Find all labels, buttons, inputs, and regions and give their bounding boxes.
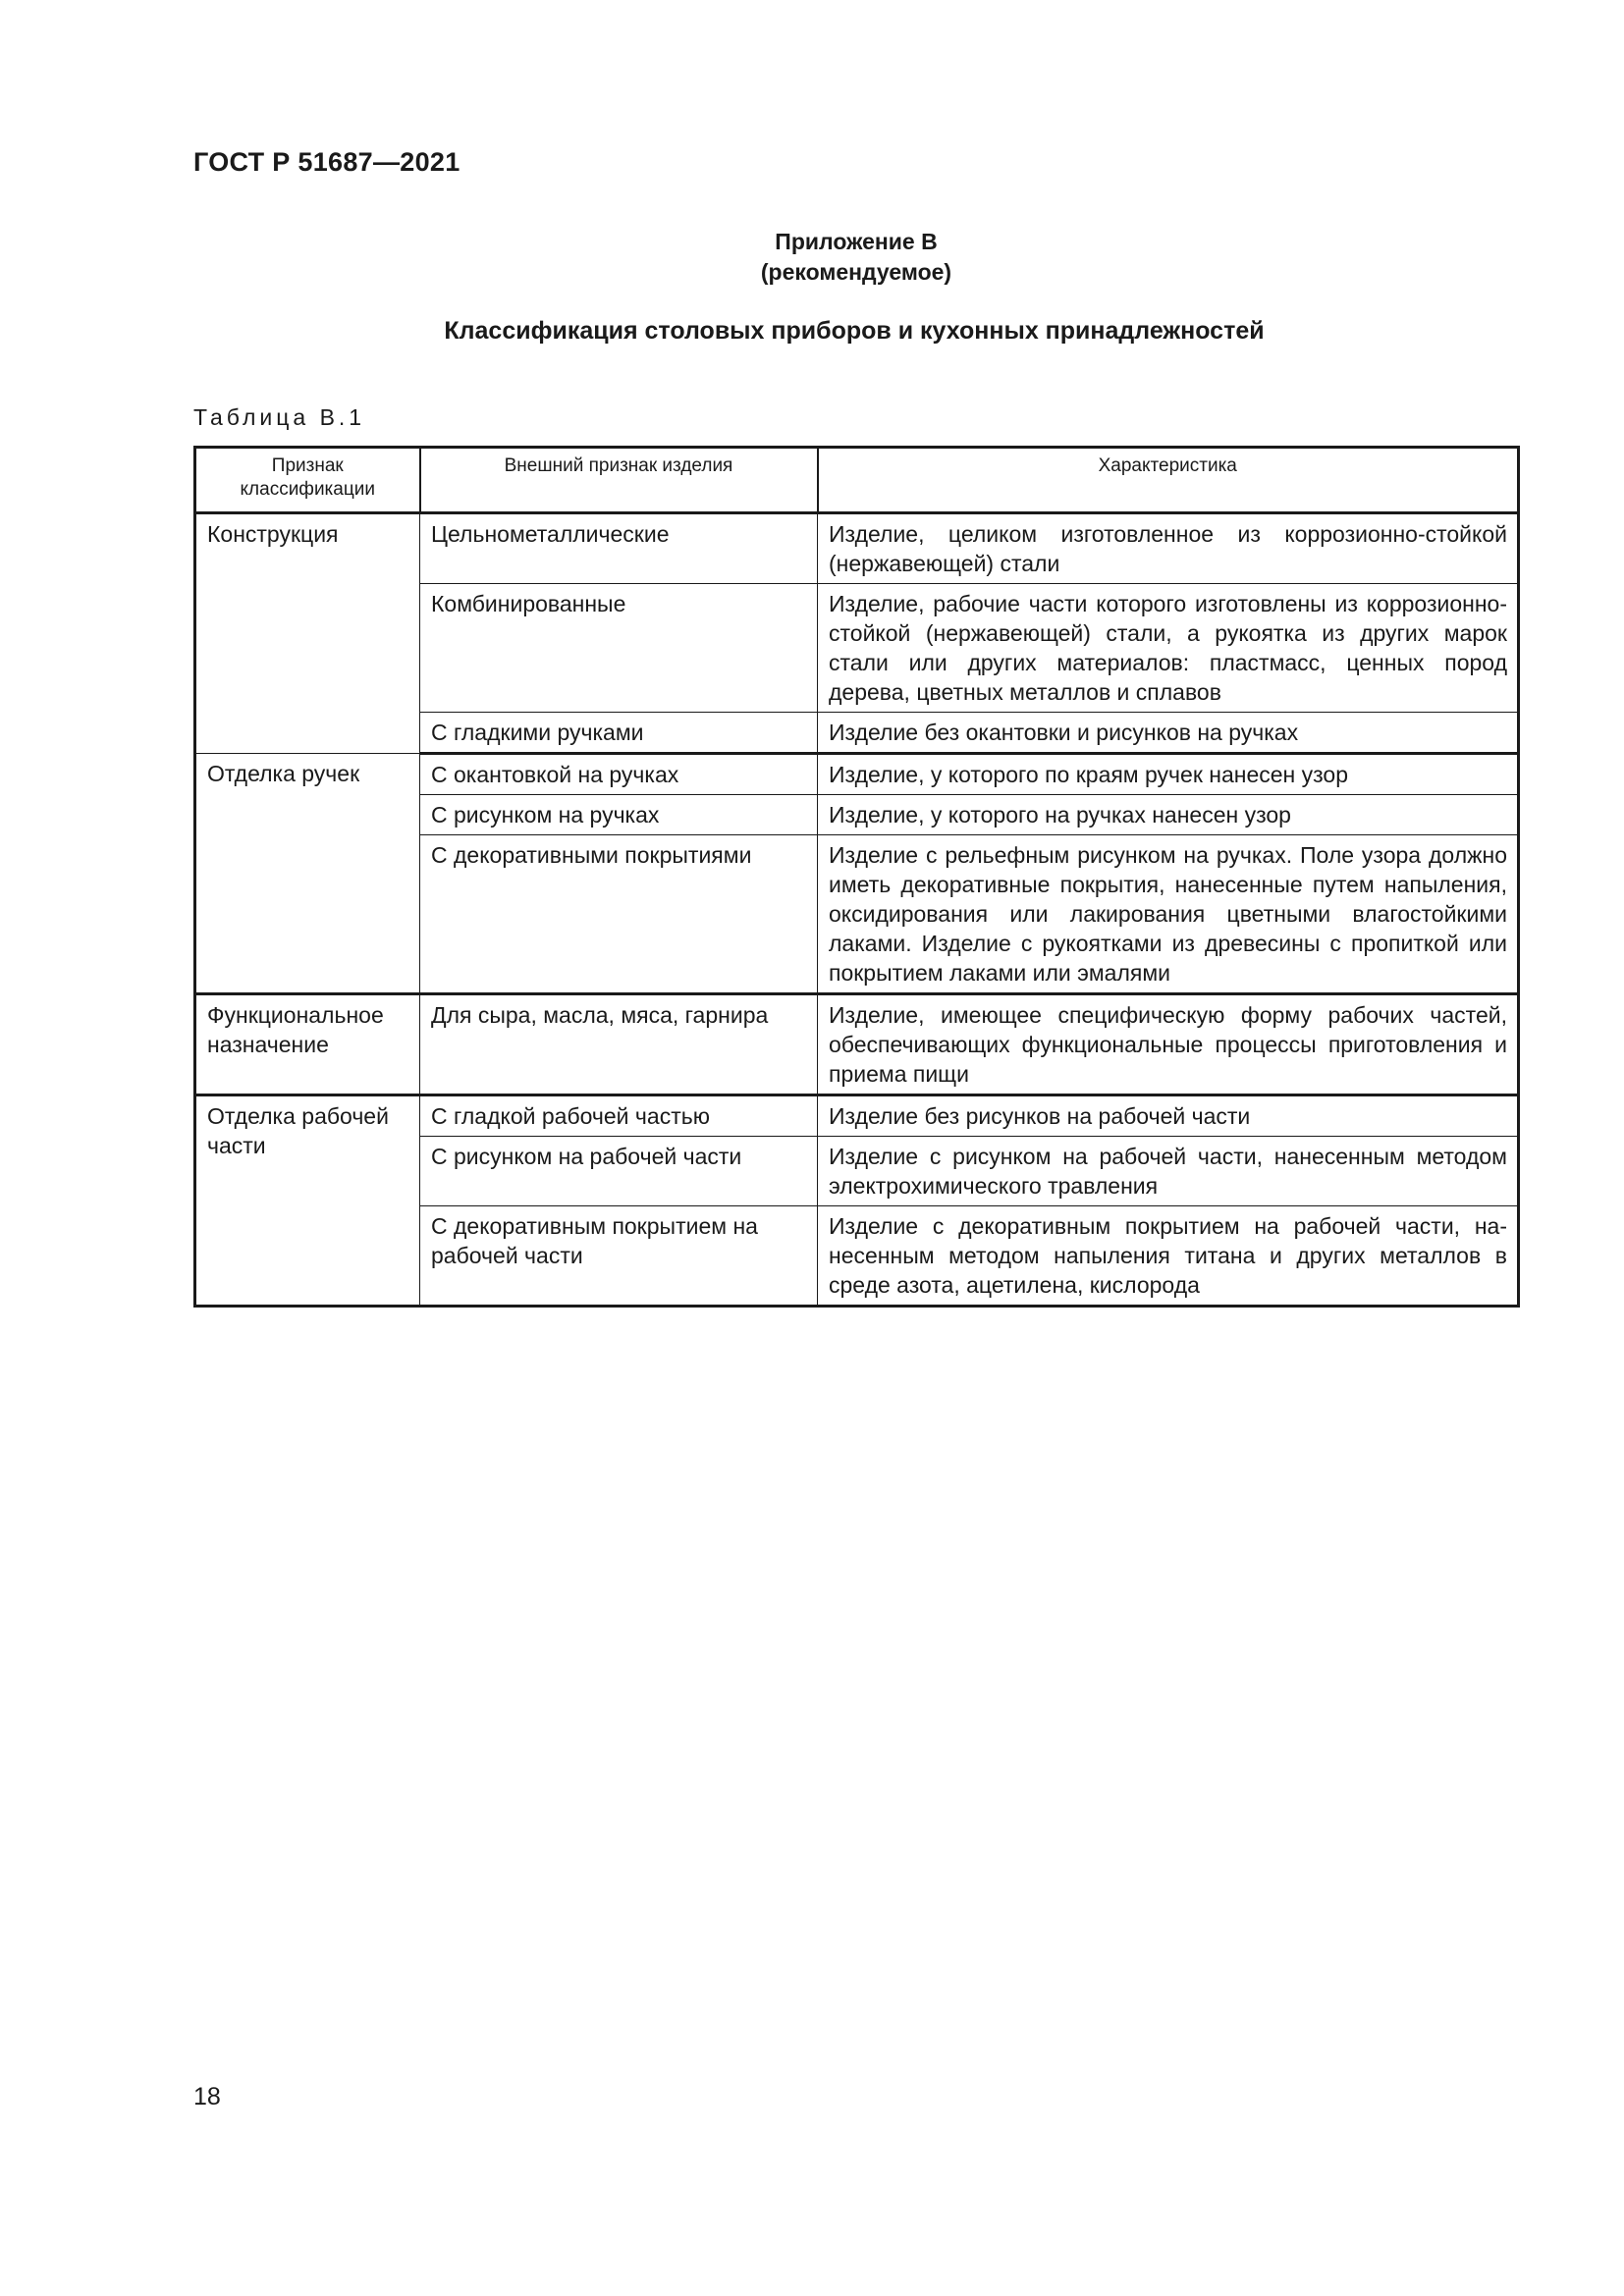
appendix-title: Приложение В [775,229,938,254]
description-cell: Изделие, у которого по краям ручек нанесен узор [818,754,1519,795]
feature-cell: Цельнометаллические [420,513,818,584]
header-feature: Внешний признак изделия [420,448,818,513]
criterion-cell: Конструкция [195,513,420,754]
description-cell: Изделие с декоративным покрытием на рабочей части, нанесенным методом напыления титана и других металлов в среде азота, ацетилена, кислорода [818,1206,1519,1307]
page-number: 18 [193,2083,221,2110]
feature-cell: С декоративными покрытиями [420,835,818,994]
feature-cell: Для сыра, масла, мяса, гарнира [420,994,818,1095]
appendix-heading [0,227,1624,288]
section-title: Классификация столовых приборов и кухонных принадлежностей [444,317,1265,345]
feature-cell: С рисунком на ручках [420,795,818,835]
criterion-cell: Функциональное назначение [195,994,420,1095]
criterion-cell: Отделка ручек [195,754,420,994]
table-row [195,1095,1519,1137]
table-row [195,994,1519,1095]
table-header-row [195,448,1519,513]
header-description: Характеристика [818,448,1519,513]
description-cell: Изделие, у которого на ручках нанесен узор [818,795,1519,835]
classification-table [193,446,1520,1308]
feature-cell: С гладкой рабочей частью [420,1095,818,1137]
description-cell: Изделие, имеющее специфическую форму рабочих частей, обеспечивающих функциональные процессы приготовления и приема пищи [818,994,1519,1095]
table-row [195,513,1519,584]
feature-cell: С рисунком на рабочей части [420,1137,818,1206]
document-code: ГОСТ Р 51687—2021 [193,147,460,177]
header-criterion: Признак классификации [195,448,420,513]
description-cell: Изделие с рельефным рисунком на ручках. Поле узора должно иметь декоративные покрытия, нанесенные путем напыления, оксидирования или лакирования цветными влагостойкими лаками. Изделие с рукоятками из древесины с пропиткой или покрытием лаками или эмалями [818,835,1519,994]
description-cell: Изделие, рабочие части которого изготовлены из коррозионно-стойкой (нержавеющей) стали, а рукоятка из других марок стали или других материалов: пластмасс, ценных пород дерева, цветных металлов и сплавов [818,584,1519,713]
appendix-status: (рекомендуемое) [760,259,952,285]
feature-cell: С декоративным покрытием на рабочей части [420,1206,818,1307]
description-cell: Изделие с рисунком на рабочей части, нанесенным методом электрохимического травления [818,1137,1519,1206]
criterion-cell: Отделка рабочей части [195,1095,420,1307]
table-row [195,754,1519,795]
table-caption: Таблица В.1 [193,404,366,430]
description-cell: Изделие, целиком изготовленное из коррозионно-стойкой (нержавеющей) стали [818,513,1519,584]
feature-cell: С гладкими ручками [420,713,818,754]
description-cell: Изделие без окантовки и рисунков на ручках [818,713,1519,754]
feature-cell: С окантовкой на ручках [420,754,818,795]
feature-cell: Комбинированные [420,584,818,713]
description-cell: Изделие без рисунков на рабочей части [818,1095,1519,1137]
